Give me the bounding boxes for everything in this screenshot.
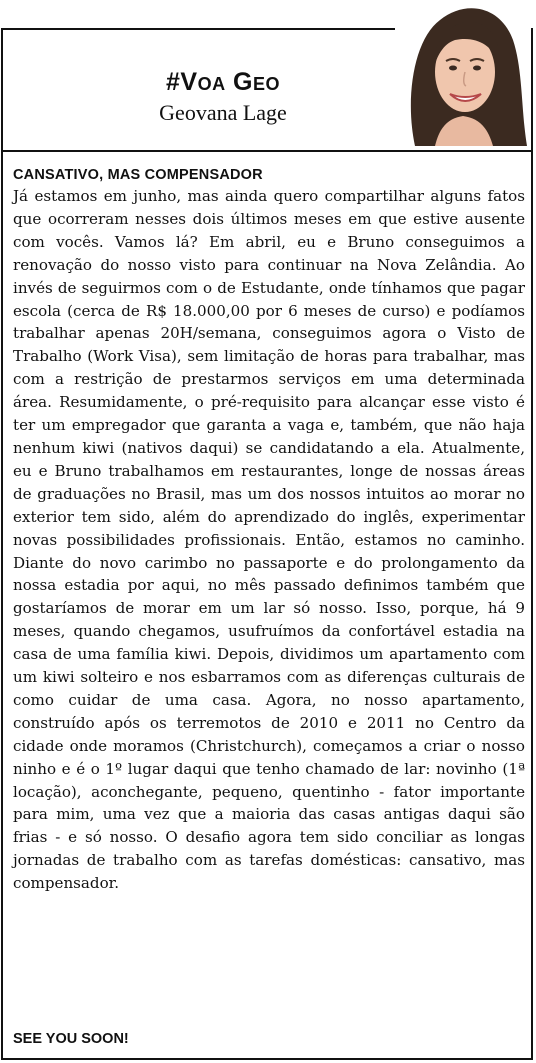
article-signoff: SEE YOU SOON! [13,1031,129,1047]
article-body [13,167,525,895]
author-name: Geovana Lage [159,100,287,125]
author-portrait [395,0,531,146]
column-box [1,28,533,1060]
article-text: Já estamos em junho, mas ainda quero compartilhar alguns fatos que ocorreram nesses dois últimos meses em que estive ausente com vocês. Vamos lá? Em abril, eu e Bruno conseguimos a renovação do nosso visto para continuar na Nova Zelândia. Ao invés de seguirmos com o de Estudante, onde tínhamos que pagar escola (cerca de R$ 18.000,00 por 6 meses de curso) e podíamos trabalhar apenas 20H/semana, conseguimos agora o Visto de Trabalho (Work Visa), sem limitação de horas para trabalhar, mas com a restrição de prestarmos serviços em uma determinada área. Resumidamente, o pré-requisito para alcançar esse visto é ter um empregador que garanta a vaga e, também, que não haja nenhum kiwi (nativos daqui) se candidatando a ela. Atualmente, eu e Bruno trabalhamos em restaurantes, longe de nossas áreas de graduações no Brasil, mas um dos nossos intuitos ao morar no exterior tem sido, além do aprendizado do inglês, experimentar novas possibilidades profissionais. Então, estamos no caminho. Diante do novo carimbo no passaporte e do prolongamento da nossa estadia por aqui, no mês passado definimos também que gostaríamos de morar em um lar só nosso. Isso, porque, há 9 meses, quando chegamos, usufruímos da confortável estadia na casa de uma família kiwi. Depois, dividimos um apartamento com um kiwi solteiro e nos esbarramos com as diferenças culturais de como cuidar de uma casa. Agora, no nosso apartamento, construído após os terremotos de 2010 e 2011 no Centro da cidade onde moramos (Christchurch), começamos a criar o nosso ninho e é o 1º lugar daqui que tenho chamado de lar: novinho (1ª locação), aconchegante, pequeno, quentinho - fator importante para mim, uma vez que a maioria das casas antigas daqui são frias - e só nosso. O desafio agora tem sido conciliar as longas jornadas de trabalho com as tarefas domésticas: cansativo, mas compensador. [13,187,525,893]
portrait-icon [395,0,531,146]
article-kicker: CANSATIVO, MAS COMPENSADOR [13,167,263,183]
column-brand: #Voa Geo [166,68,280,96]
